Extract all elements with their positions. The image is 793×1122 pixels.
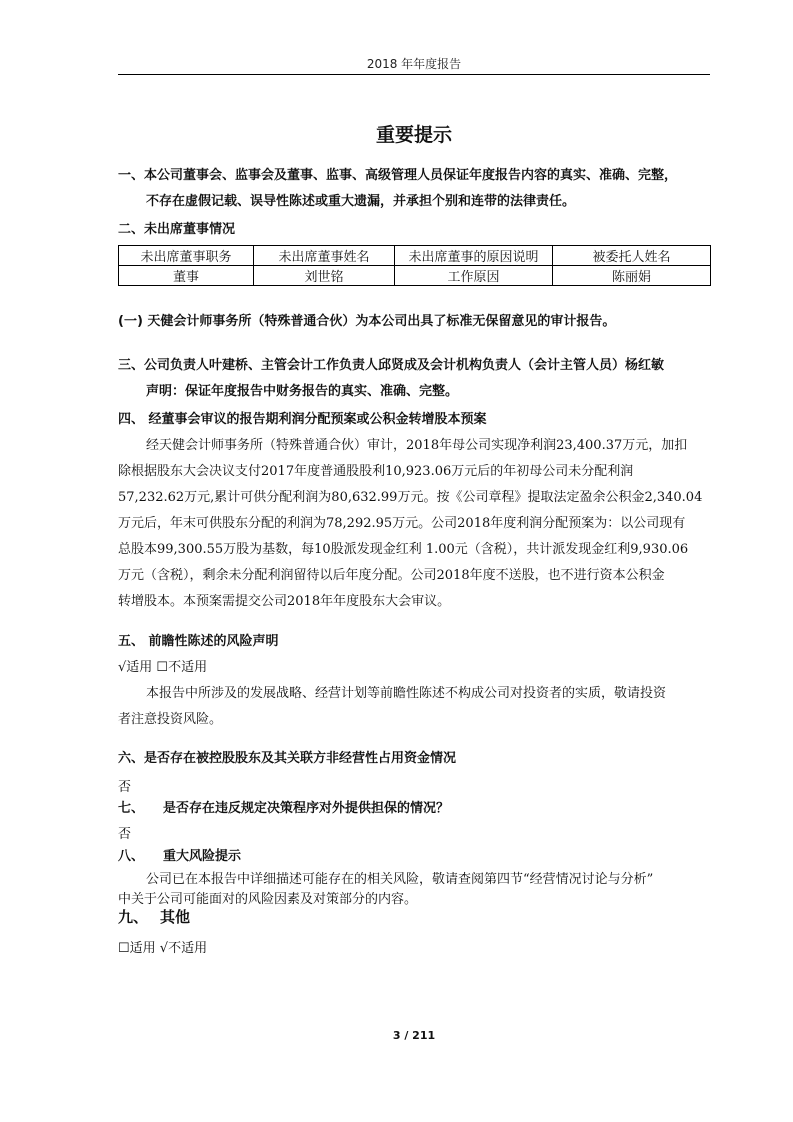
profit-para-line: 除根据股东大会决议支付2017年度普通股股利10,923.06万元后的年初母公司未分配利润 <box>118 464 634 479</box>
applicability-checkbox-line: √适用 ☐不适用 <box>118 660 208 675</box>
table-header-row <box>119 246 711 266</box>
table-cell: 刘世铭 <box>254 266 395 286</box>
table-cell: 陈丽娟 <box>553 266 711 286</box>
profit-para-line: 转增股本。本预案需提交公司2018年年度股东大会审议。 <box>118 594 451 609</box>
major-risk-para-line: 公司已在本报告中详细描述可能存在的相关风险，敬请查阅第四节“经营情况讨论与分析” <box>146 872 654 887</box>
profit-para-line: 经天健会计师事务所（特殊普通合伙）审计，2018年母公司实现净利润23,400.37万元，加扣 <box>146 438 688 453</box>
section-6-answer: 否 <box>118 780 132 795</box>
risk-para-line: 本报告中所涉及的发展战略、经营计划等前瞻性陈述不构成公司对投资者的实质，敬请投资 <box>146 686 667 701</box>
section-9-number: 九、 <box>118 908 149 926</box>
section-7-heading: 是否存在违反规定决策程序对外提供担保的情况？ <box>163 801 450 816</box>
table-header-cell: 未出席董事职务 <box>119 246 254 266</box>
section-7-number: 七、 <box>118 801 145 816</box>
table-header-cell: 未出席董事的原因说明 <box>395 246 553 266</box>
section-4-heading: 四、 经董事会审议的报告期利润分配预案或公积金转增股本预案 <box>118 412 487 427</box>
header-rule <box>118 74 710 75</box>
page-title: 重要提示 <box>375 124 452 146</box>
section-3-line-1: 三、公司负责人叶建桥、主管会计工作负责人邱贤成及会计机构负责人（会计主管人员）杨红敏 <box>118 358 665 373</box>
risk-para-line: 者注意投资风险。 <box>118 712 223 727</box>
profit-para-line: 万元后，年末可供股东分配的利润为78,292.95万元。公司2018年度利润分配预案为：以公司现有 <box>118 516 686 531</box>
section-6-heading: 六、是否存在被控股股东及其关联方非经营性占用资金情况 <box>118 751 457 766</box>
section-5-heading: 五、 前瞻性陈述的风险声明 <box>118 634 279 649</box>
major-risk-para-line: 中关于公司可能面对的风险因素及对策部分的内容。 <box>118 892 418 907</box>
section-7-answer: 否 <box>118 827 132 842</box>
running-header: 2018 年年度报告 <box>366 57 462 71</box>
audit-opinion-statement: (一) 天健会计师事务所（特殊普通合伙）为本公司出具了标准无保留意见的审计报告。 <box>118 314 616 329</box>
section-2-heading: 二、未出席董事情况 <box>118 222 236 237</box>
section-9-heading: 其他 <box>160 908 191 926</box>
section-1-line-2: 不存在虚假记载、误导性陈述或重大遗漏，并承担个别和连带的法律责任。 <box>146 194 576 209</box>
page-number: 3 / 211 <box>392 1029 436 1042</box>
profit-para-line: 万元（含税），剩余未分配利润留待以后年度分配。公司2018年度不送股，也不进行资本公积金 <box>118 568 665 583</box>
section-8-heading: 重大风险提示 <box>163 849 242 864</box>
section-8-number: 八、 <box>118 849 145 864</box>
section-3-line-2: 声明：保证年度报告中财务报告的真实、准确、完整。 <box>146 384 459 399</box>
table-header-cell: 未出席董事姓名 <box>254 246 395 266</box>
applicability-checkbox-line: ☐适用 √不适用 <box>118 941 208 956</box>
absent-directors-table <box>118 245 711 286</box>
table-cell: 董事 <box>119 266 254 286</box>
table-header-cell: 被委托人姓名 <box>553 246 711 266</box>
table-cell: 工作原因 <box>395 266 553 286</box>
section-1-line-1: 一、本公司董事会、监事会及董事、监事、高级管理人员保证年度报告内容的真实、准确、完整， <box>118 168 678 183</box>
table-row <box>119 266 711 286</box>
profit-para-line: 总股本99,300.55万股为基数，每10股派发现金红利 1.00元（含税），共计派发现金红利9,930.06 <box>118 542 689 557</box>
profit-para-line: 57,232.62万元,累计可供分配利润为80,632.99万元。按《公司章程》提取法定盈余公积金2,340.04 <box>118 490 703 505</box>
